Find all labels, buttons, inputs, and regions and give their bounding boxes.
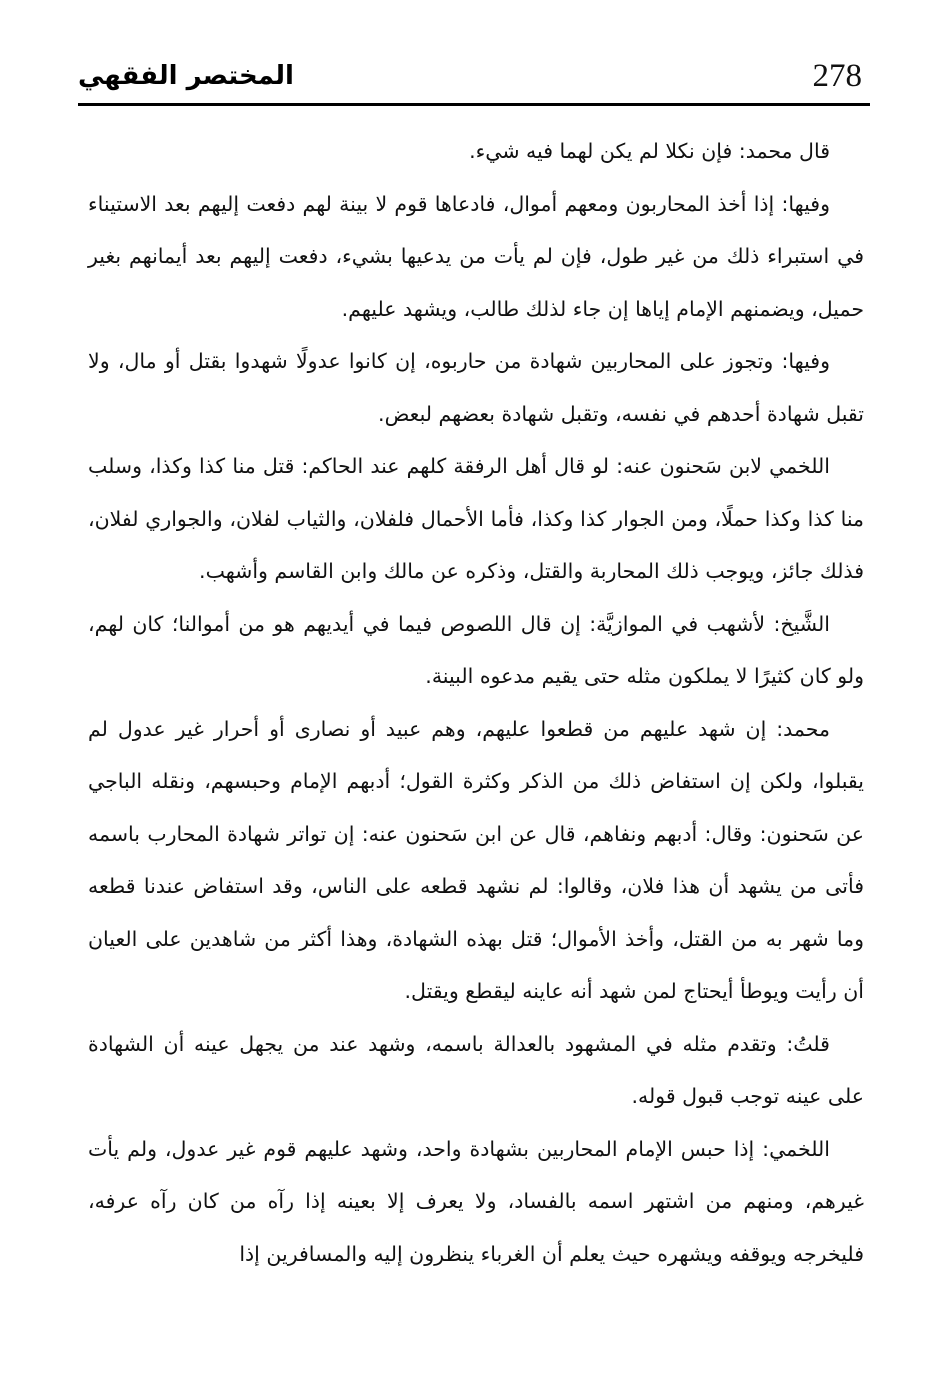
body-text xyxy=(88,125,864,1280)
header-rule xyxy=(78,103,870,106)
paragraph: الشَّيخ: لأشهب في الموازيَّة: إن قال اللصوص فيما في أيديهم هو من أموالنا؛ كان لهم، ولو كان كثيرًا لا يملكون مثله حتى يقيم مدعوه البينة. xyxy=(88,611,864,688)
paragraph: قلتُ: وتقدم مثله في المشهود بالعدالة باسمه، وشهد عند من يجهل عينه أن الشهادة على عينه توجب قبول قوله. xyxy=(88,1031,864,1108)
paragraph: اللخمي: إذا حبس الإمام المحاربين بشهادة واحد، وشهد عليهم قوم غير عدول، ولم يأت غيرهم، ومنهم من اشتهر اسمه بالفساد، ولا يعرف إلا بعينه إذا رآه من كان رآه عرفه، فليخرجه ويوقفه ويشهره حيث يعلم أن الغرباء ينظرون إليه والمسافرين إذا xyxy=(88,1136,864,1266)
running-title: المختصر الفقهي xyxy=(78,61,294,91)
paragraph: وفيها: وتجوز على المحاربين شهادة من حاربوه، إن كانوا عدولًا شهدوا بقتل أو مال، ولا تقبل شهادة أحدهم في نفسه، وتقبل شهادة بعضهم لبعض. xyxy=(88,349,864,426)
page-header xyxy=(78,50,870,106)
paragraph: قال محمد: فإن نكلا لم يكن لهما فيه شيء. xyxy=(469,139,830,163)
paragraph: اللخمي لابن سَحنون عنه: لو قال أهل الرفقة كلهم عند الحاكم: قتل منا كذا وكذا، وسلب منا كذا وكذا حملًا، ومن الجوار كذا وكذا، فأما الأحمال فلفلان، والثياب لفلان، والجواري لفلان، فذلك جائز، ويوجب ذلك المحاربة والقتل، وذكره عن مالك وابن القاسم وأشهب. xyxy=(88,454,864,583)
paragraph: وفيها: إذا أخذ المحاربون ومعهم أموال، فادعاها قوم لا بينة لهم دفعت إليهم بعد الاستيناء في استبراء ذلك من غير طول، فإن لم يأت من يدعيها بشيء، دفعت إليهم بعد أيمانهم بغير حميل، ويضمنهم الإمام إياها إن جاء لذلك طالب، ويشهد عليهم. xyxy=(88,191,864,321)
paragraph: محمد: إن شهد عليهم من قطعوا عليهم، وهم عبيد أو نصارى أو أحرار غير عدول لم يقبلوا، ولكن إن استفاض ذلك من الذكر وكثرة القول؛ أدبهم الإمام وحبسهم، ونقله الباجي عن سَحنون: وقال: أدبهم ونفاهم، قال عن ابن سَحنون عنه: إن تواتر شهادة المحارب باسمه فأتى من يشهد أن هذا فلان، وقالوا: لم نشهد قطعه على الناس، وقد استفاض عندنا قطعه وما شهر به من القتل، وأخذ الأموال؛ قتل بهذه الشهادة، وهذا أكثر من شاهدين على العيان أن رأيت ويوطأ أيحتاج لمن شهد أنه عاينه ليقطع ويقتل. xyxy=(88,716,864,1003)
page-number: 278 xyxy=(812,58,862,94)
